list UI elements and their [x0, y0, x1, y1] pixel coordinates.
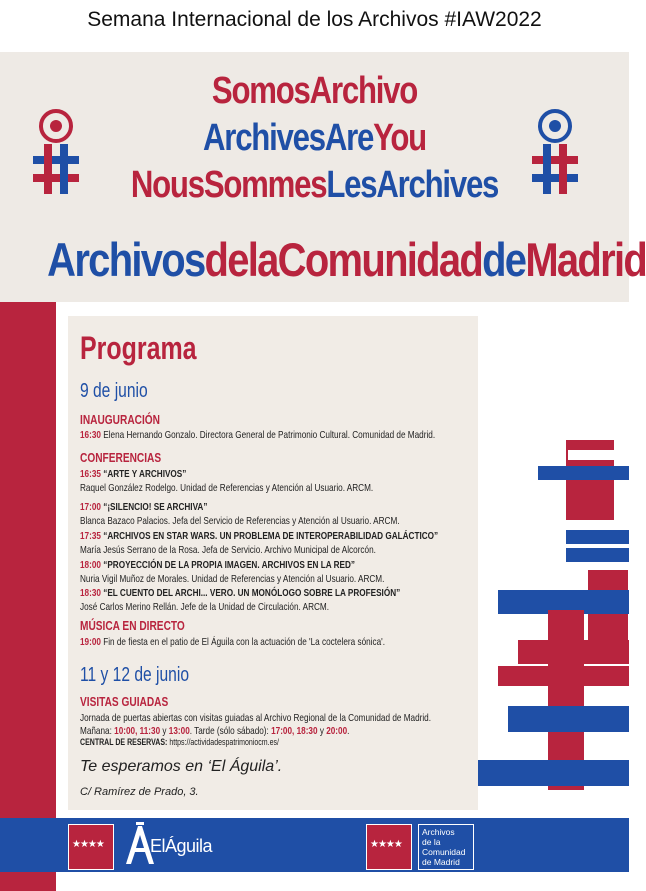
visitas-times: Mañana: 10:00, 11:30 y 13:00. Tarde (sólo sábado): 17:00, 18:30 y 20:00.	[80, 725, 350, 737]
conferencia-title: 17:00 “¡SILENCIO! SE ARCHIVA”	[80, 501, 208, 513]
reservas-link[interactable]: https://actividadespatrimoniocm.es/	[167, 737, 279, 747]
conferencia-speaker: María Jesús Serrano de la Rosa. Jefa de Servicio. Archivo Municipal de Alcorcón.	[80, 544, 376, 556]
archivos-comunidad-madrid-title	[47, 232, 646, 287]
el-aguila-name: ElÁguila	[150, 836, 213, 856]
inauguracion-heading: INAUGURACIÓN	[80, 412, 160, 427]
program-panel	[68, 316, 478, 810]
musica-heading: MÚSICA EN DIRECTO	[80, 618, 185, 633]
hashtag-part: Somos	[211, 70, 310, 112]
event-time: 16:30	[80, 429, 101, 441]
stars-icon: ★★★★	[72, 839, 104, 850]
conferencia-speaker: Nuria Vigil Muñoz de Morales. Unidad de Referencias y Atención al Usuario. ARCM.	[80, 573, 385, 585]
hashtag-part: LesArchives	[326, 164, 499, 206]
conferencia-speaker: Blanca Bazaco Palacios. Jefa del Servicio de Referencias y Atención al Usuario. ARCM.	[80, 515, 400, 527]
conferencia-title: 18:00 “PROYECCIÓN DE LA PROPIA IMAGEN. ARCHIVOS EN LA RED”	[80, 559, 356, 571]
visitas-heading: VISITAS GUIADAS	[80, 694, 169, 709]
decorative-cross-pattern	[478, 430, 629, 818]
address: C/ Ramírez de Prado, 3.	[80, 786, 199, 798]
event-text: Elena Hernando Gonzalo. Directora General de Patrimonio Cultural. Comunidad de Madrid.	[103, 429, 436, 441]
title-part: Archivos	[47, 233, 205, 286]
conferencia-title: 16:35 “ARTE Y ARCHIVOS”	[80, 468, 187, 480]
hashtag-part: ArchivesAre	[203, 117, 374, 159]
conferencia-title: 17:35 “ARCHIVOS EN STAR WARS. UN PROBLEMA DE INTEROPERABILIDAD GALÁCTICO”	[80, 530, 439, 542]
reservas-line: CENTRAL DE RESERVAS: https://actividadespatrimoniocm.es/	[80, 737, 279, 747]
conferencia-title: 18:30 “EL CUENTO DEL ARCHI... VERO. UN MONÓLOGO SOBRE LA PROFESIÓN”	[80, 587, 401, 599]
page-title: Semana Internacional de los Archivos #IAW2022	[87, 8, 542, 31]
visitas-description: Jornada de puertas abiertas con visitas guiadas al Archivo Regional de la Comunidad de Madrid.	[80, 712, 432, 724]
hashtag-nous-sommes	[57, 164, 573, 207]
hashtag-part: Archivo	[309, 70, 418, 112]
inauguracion-entry	[80, 429, 435, 441]
title-part: Madrid	[525, 233, 646, 286]
hashtag-part: You	[373, 117, 426, 159]
title-part: de	[482, 233, 526, 286]
hashtag-somos-archivo	[57, 70, 573, 113]
musica-entry: 19:00 Fin de fiesta en el patio de El Águila con la actuación de 'La coctelera sónica'.	[80, 636, 386, 648]
footer-bottom-strip	[56, 872, 629, 891]
program-title: Programa	[80, 330, 197, 366]
title-part: dela	[204, 233, 278, 286]
title-part: Comunidad	[277, 233, 483, 286]
stars-icon: ★★★★	[370, 839, 402, 850]
closing-message: Te esperamos en ‘El Águila’.	[80, 758, 283, 775]
conferencia-speaker: José Carlos Merino Rellán. Jefe de la Unidad de Circulación. ARCM.	[80, 601, 330, 613]
day1-date: 9 de junio	[80, 380, 148, 402]
comunidad-madrid-flag-logo	[366, 824, 412, 870]
hashtag-part: NousSommes	[130, 164, 327, 206]
archivos-comunidad-madrid-logo: Archivos de la Comunidad de Madrid	[418, 824, 474, 870]
conferencia-speaker: Raquel González Rodelgo. Unidad de Referencias y Atención al Usuario. ARCM.	[80, 482, 374, 494]
comunidad-madrid-flag-logo	[68, 824, 114, 870]
day2-date: 11 y 12 de junio	[80, 664, 190, 686]
conferencias-heading: CONFERENCIAS	[80, 450, 162, 465]
hashtag-archives-are-you	[57, 117, 573, 160]
left-red-bar	[0, 302, 56, 891]
